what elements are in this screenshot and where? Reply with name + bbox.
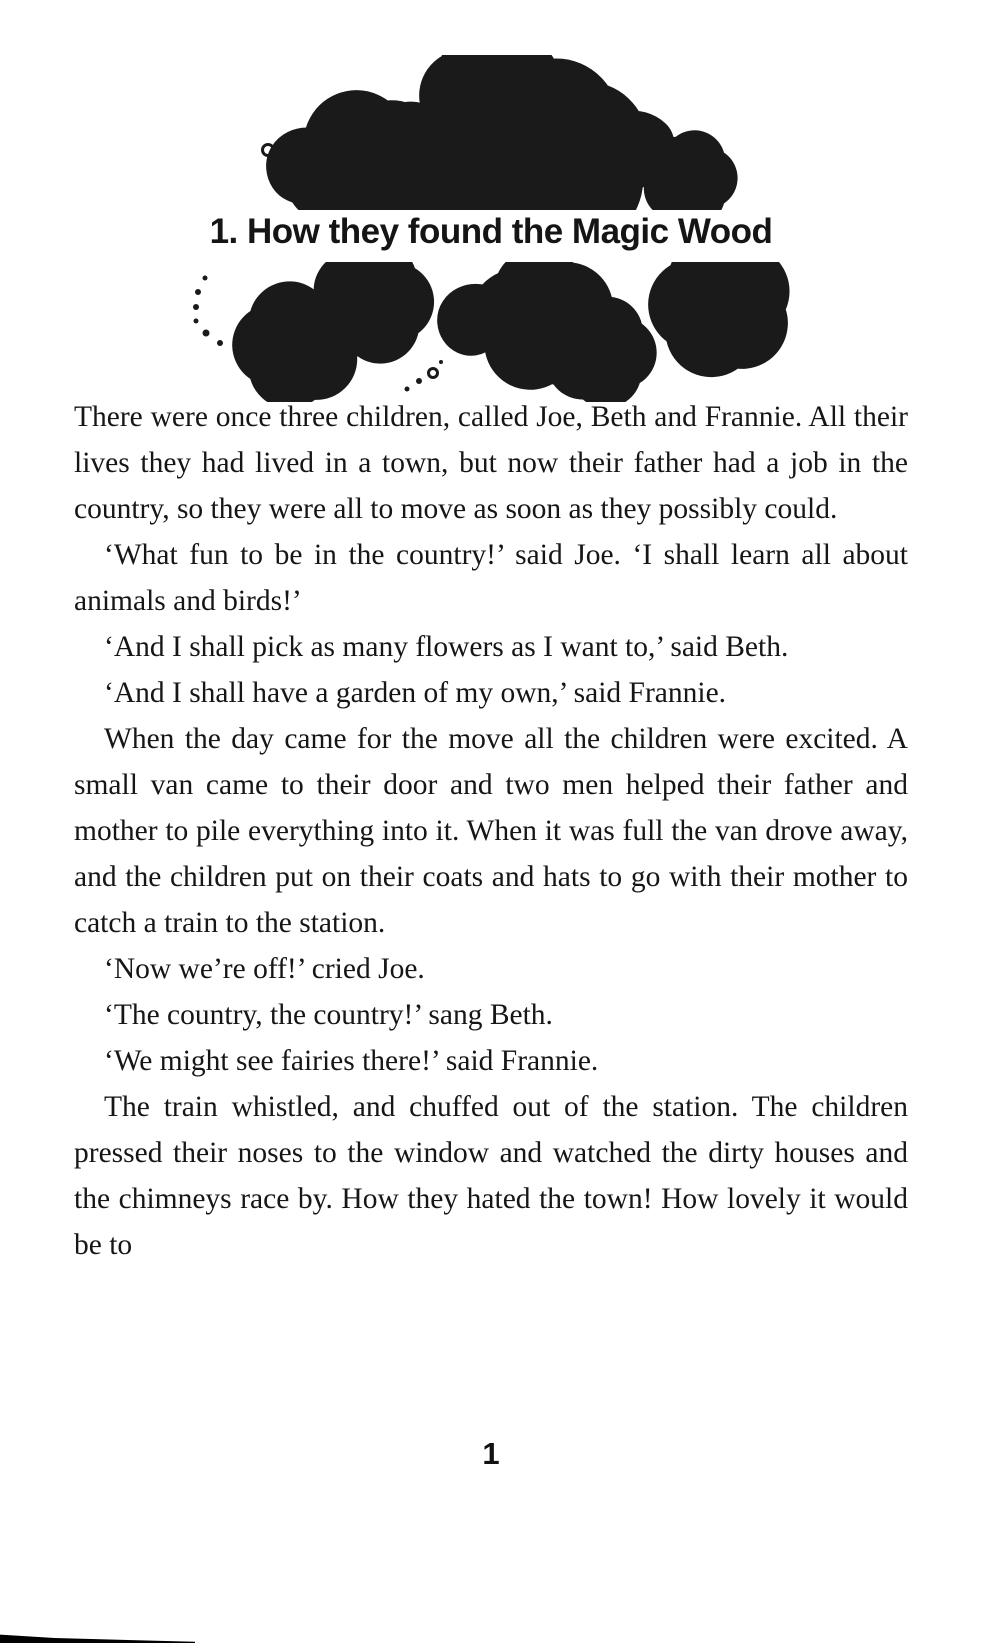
spiral-doodle-icon [616,134,648,167]
star-doodle-icon [668,156,711,198]
star-doodle-icon [575,325,626,374]
spiral-doodle-icon [292,153,317,178]
paragraph: ‘We might see fairies there!’ said Frannie. [104,1045,599,1077]
paragraph: ‘And I shall have a garden of my own,’ said Frannie. [104,677,727,709]
paragraph: ‘Now we’re off!’ cried Joe. [104,953,425,985]
spiral-doodle-icon [461,308,484,332]
page-number: 1 [482,1436,500,1471]
paragraph: The train whistled, and chuffed out of the station. The children pressed their noses to the window and watched the dirty houses and the chimneys race by. How they hated the town! How lovely it would be to [74,1091,908,1261]
star-doodles-bottom-decoration [0,262,982,402]
star-doodle-icon [689,273,751,333]
spiral-doodle-icon [391,124,421,154]
paragraph: There were once three children, called Joe, Beth and Frannie. All their lives they had lived in a town, but now their father had a job in the country, so they were all to move as soon as they possibly could. [74,401,908,525]
ring-doodle-icon [429,369,438,378]
chapter-title: 1. How they found the Magic Wood [209,212,773,251]
paragraph: ‘And I shall pick as many flowers as I want to,’ said Beth. [104,631,789,663]
paragraph: ‘What fun to be in the country!’ said Joe. ‘I shall learn all about animals and birds!’ [74,539,908,617]
star-doodles-top-decoration [0,55,982,210]
paragraph: When the day came for the move all the children were excited. A small van came to their door and two men helped their father and mother to pile everything into it. When it was full the van drove away, and the children put on their coats and hats to go with their mother to catch a train to the station. [74,723,908,939]
story-text [74,394,908,1268]
paragraph: ‘The country, the country!’ sang Beth. [104,999,553,1031]
star-doodle-icon [346,275,399,327]
star-doodle-icon [514,117,588,199]
scan-artifact-mark [0,1631,195,1643]
